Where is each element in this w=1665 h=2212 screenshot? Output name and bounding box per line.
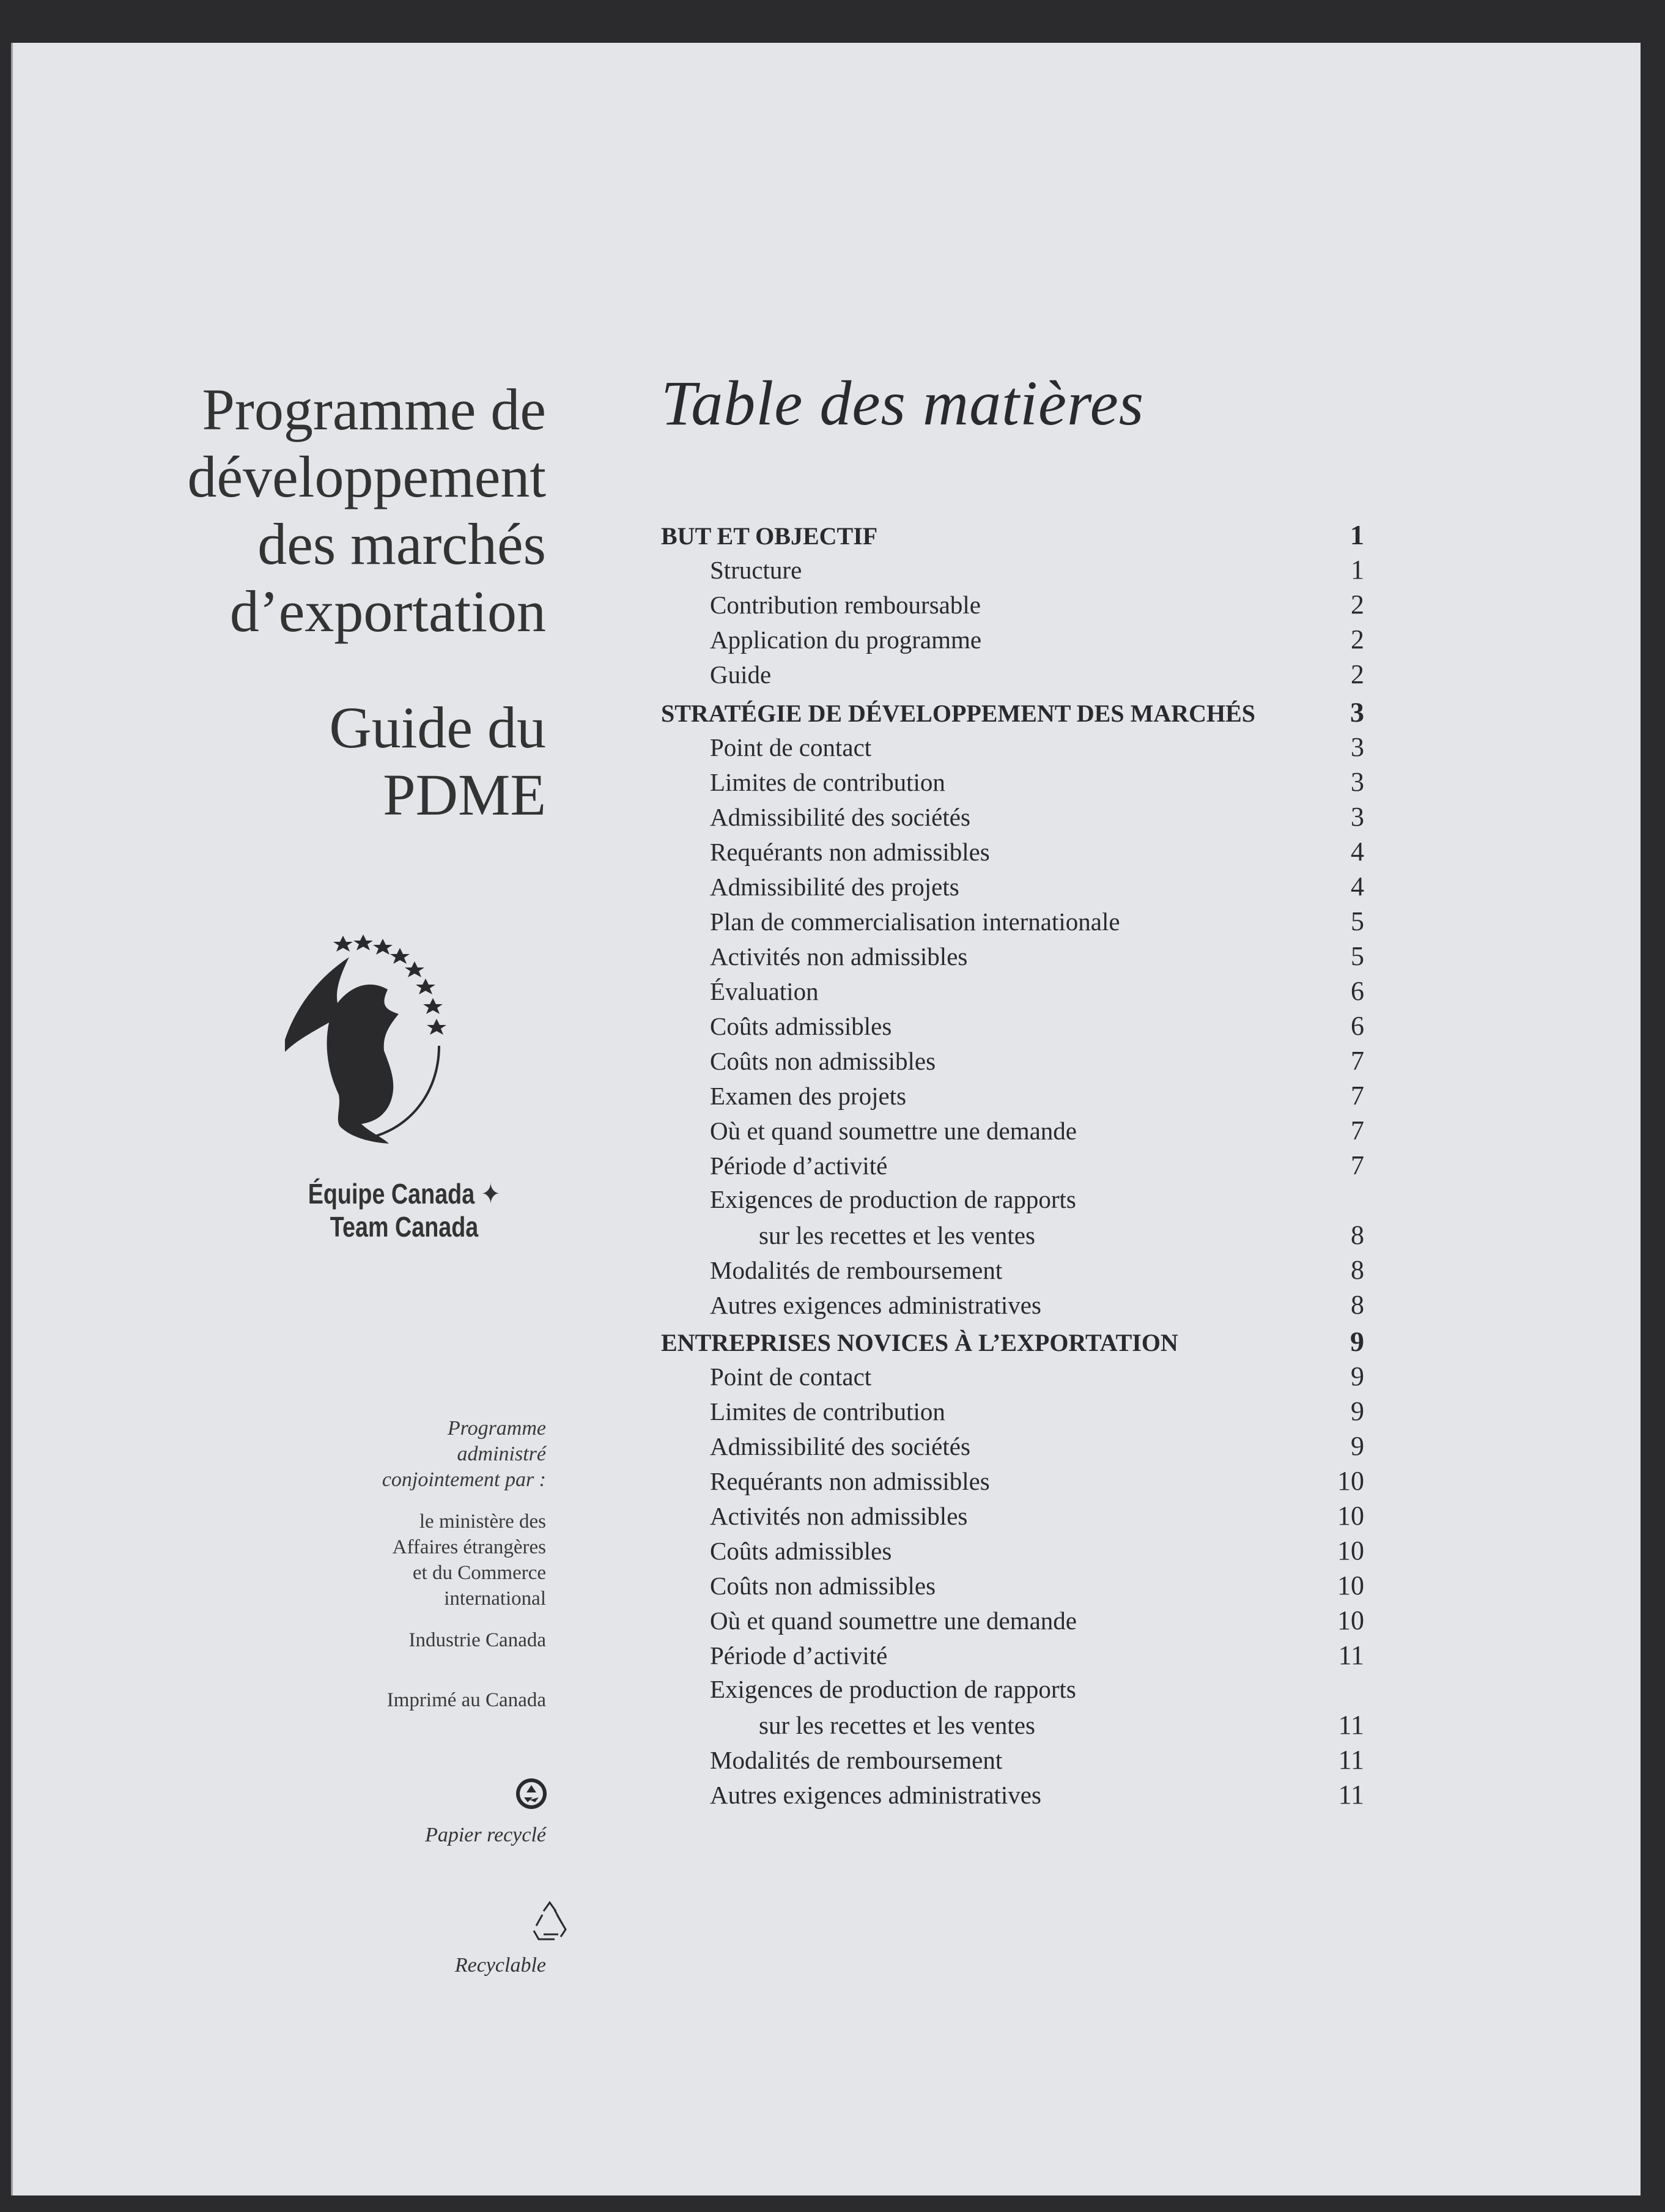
toc-section-page: 1 [1350,519,1364,550]
toc-entry [661,906,1364,941]
admin-industry: Industrie Canada [408,1629,546,1651]
toc-entry-label-cont: sur les recettes et les ventes [759,1711,1035,1739]
recycled-paper-icon [514,1777,548,1811]
toc-entry-label: Admissibilité des projets [710,873,959,901]
toc-section-page: 9 [1350,1326,1364,1357]
toc-entry-label: Coûts non admissibles [710,1572,936,1600]
toc-entry [661,1254,1364,1289]
title-line: Programme de [202,377,546,442]
toc-entry-page: 11 [1338,1780,1364,1810]
toc-entry [661,1430,1364,1465]
guide-title [329,694,546,829]
toc-entry-page: 3 [1351,767,1364,797]
toc-entry [661,1080,1364,1115]
toc-entry-page: 6 [1351,1011,1364,1041]
toc-entry-label: Exigences de production de rapports [710,1185,1076,1213]
toc-section-title: STRATÉGIE DE DÉVELOPPEMENT DES MARCHÉS [661,700,1256,727]
toc-entry-page: 4 [1351,837,1364,867]
toc-entry-label: Évaluation [710,977,819,1005]
toc-entry-label: Admissibilité des sociétés [710,1432,970,1460]
toc-entry-page: 2 [1351,659,1364,689]
toc-entry-page: 10 [1337,1501,1364,1531]
toc-entry [661,589,1364,624]
toc-entry [661,1289,1364,1324]
toc-entry [661,659,1364,694]
toc-entry-page: 10 [1337,1466,1364,1496]
admin-dept-line: international [444,1588,546,1610]
toc-section-heading [661,519,1364,554]
toc-entry [661,975,1364,1010]
document-page [11,43,1641,2195]
recycled-paper-label: Papier recyclé [425,1824,546,1846]
toc-section-title: BUT ET OBJECTIF [661,522,878,550]
toc-entry-page: 10 [1337,1570,1364,1600]
toc-entry [661,1674,1364,1744]
title-line: des marchés [257,511,546,577]
toc-entry-label: Coûts non admissibles [710,1047,936,1075]
toc-entry-label: Coûts admissibles [710,1012,892,1040]
toc-section-heading [661,1325,1364,1361]
toc-entry-label: Activités non admissibles [710,1502,968,1530]
guide-line: Guide du [329,695,546,760]
toc-entry-label: Autres exigences administratives [710,1291,1041,1319]
toc-entry-label: Limites de contribution [710,1397,945,1426]
title-line: d’exportation [229,579,546,644]
toc-entry [661,731,1364,766]
toc-entry [661,1640,1364,1674]
toc-entry-page: 3 [1351,802,1364,832]
administration-note [382,1416,546,1713]
toc-entry-label: Où et quand soumettre une demande [710,1117,1077,1145]
toc-entry [661,1744,1364,1779]
toc-entry-label: Examen des projets [710,1082,907,1110]
toc-entry-label: Structure [710,556,802,584]
toc-entry-label: Activités non admissibles [710,942,968,971]
team-canada-logo [279,911,542,1168]
toc-entry-page: 3 [1351,732,1364,762]
toc-entry-label: Modalités de remboursement [710,1746,1003,1774]
toc-entry-page: 9 [1351,1361,1364,1391]
toc-entry [661,766,1364,801]
toc-entry-label: Admissibilité des sociétés [710,803,970,831]
toc-entry-label: Requérants non admissibles [710,1467,990,1495]
admin-dept-line: le ministère des [419,1511,546,1533]
toc-entry [661,1500,1364,1535]
toc-entry-label: Exigences de production de rapports [710,1675,1076,1703]
toc-entry-label: Coûts admissibles [710,1537,892,1565]
toc-entry-label: Limites de contribution [710,768,945,796]
toc-section-heading [661,696,1364,731]
toc-entry-page: 1 [1351,555,1364,585]
recyclable-icon [525,1899,574,1948]
toc-entry-page: 5 [1351,906,1364,936]
program-title [188,376,546,645]
printed-in-canada: Imprimé au Canada [386,1689,546,1711]
toc-entry-label: Modalités de remboursement [710,1256,1003,1284]
toc-entry-label: Point de contact [710,1363,872,1391]
admin-intro-line: conjointement par : [382,1468,546,1491]
toc-entry-page: 2 [1351,624,1364,654]
table-of-contents [661,514,1364,1814]
toc-title: Table des matières [661,368,1145,438]
toc-entry [661,1150,1364,1185]
toc-entry [661,1361,1364,1396]
toc-entry [661,1396,1364,1430]
toc-entry-page: 4 [1351,871,1364,901]
title-line: développement [187,444,546,509]
toc-entry-page: 11 [1338,1745,1364,1775]
toc-entry-label: Application du programme [710,626,982,654]
toc-entry-page: 10 [1337,1605,1364,1635]
toc-entry-label-cont: sur les recettes et les ventes [759,1221,1035,1249]
toc-entry-page: 8 [1351,1255,1364,1285]
toc-entry-page: 7 [1351,1115,1364,1145]
toc-entry [661,1115,1364,1150]
toc-entry-page: 7 [1351,1150,1364,1180]
toc-entry-label: Plan de commercialisation internationale [710,908,1120,936]
toc-entry-page: 8 [1351,1290,1364,1320]
toc-section-title: ENTREPRISES NOVICES À L’EXPORTATION [661,1329,1178,1356]
toc-entry [661,1010,1364,1045]
toc-entry [661,941,1364,975]
toc-entry-page: 11 [1338,1640,1364,1670]
admin-intro-line: administré [457,1443,546,1465]
team-canada-caption: Équipe Canada ✦ Team Canada [308,1178,501,1243]
toc-entry [661,1465,1364,1500]
toc-entry [661,871,1364,906]
toc-entry [661,836,1364,871]
toc-entry [661,1570,1364,1605]
toc-entry-page: 8 [1351,1220,1364,1250]
guide-line: PDME [383,762,546,827]
toc-entry-page: 6 [1351,976,1364,1006]
toc-section-page: 3 [1350,697,1364,728]
toc-entry-label: Requérants non admissibles [710,838,990,866]
toc-entry [661,1605,1364,1640]
recyclable-label: Recyclable [454,1954,546,1977]
toc-entry-label: Contribution remboursable [710,591,981,619]
toc-entry-label: Période d’activité [710,1641,888,1670]
admin-intro-line: Programme [447,1417,546,1440]
toc-entry-page: 7 [1351,1046,1364,1076]
toc-entry-page: 5 [1351,941,1364,971]
toc-entry [661,801,1364,836]
toc-entry-label: Où et quand soumettre une demande [710,1607,1077,1635]
toc-entry-label: Guide [710,660,772,689]
toc-entry-label: Autres exigences administratives [710,1781,1041,1809]
admin-dept-line: Affaires étrangères [392,1536,546,1558]
toc-entry-page: 10 [1337,1536,1364,1566]
toc-entry-label: Période d’activité [710,1152,888,1180]
toc-entry-page: 2 [1351,590,1364,620]
toc-entry-page: 9 [1351,1396,1364,1426]
toc-entry-page: 7 [1351,1081,1364,1111]
toc-entry-label: Point de contact [710,733,872,761]
toc-entry [661,1185,1364,1254]
toc-entry [661,554,1364,589]
toc-entry [661,1779,1364,1814]
toc-entry [661,1045,1364,1080]
figure-silhouette-icon [285,957,399,1144]
toc-entry [661,1535,1364,1570]
toc-entry [661,624,1364,659]
toc-entry-page: 9 [1351,1431,1364,1461]
toc-entry-page: 11 [1338,1710,1364,1740]
admin-dept-line: et du Commerce [412,1562,546,1584]
